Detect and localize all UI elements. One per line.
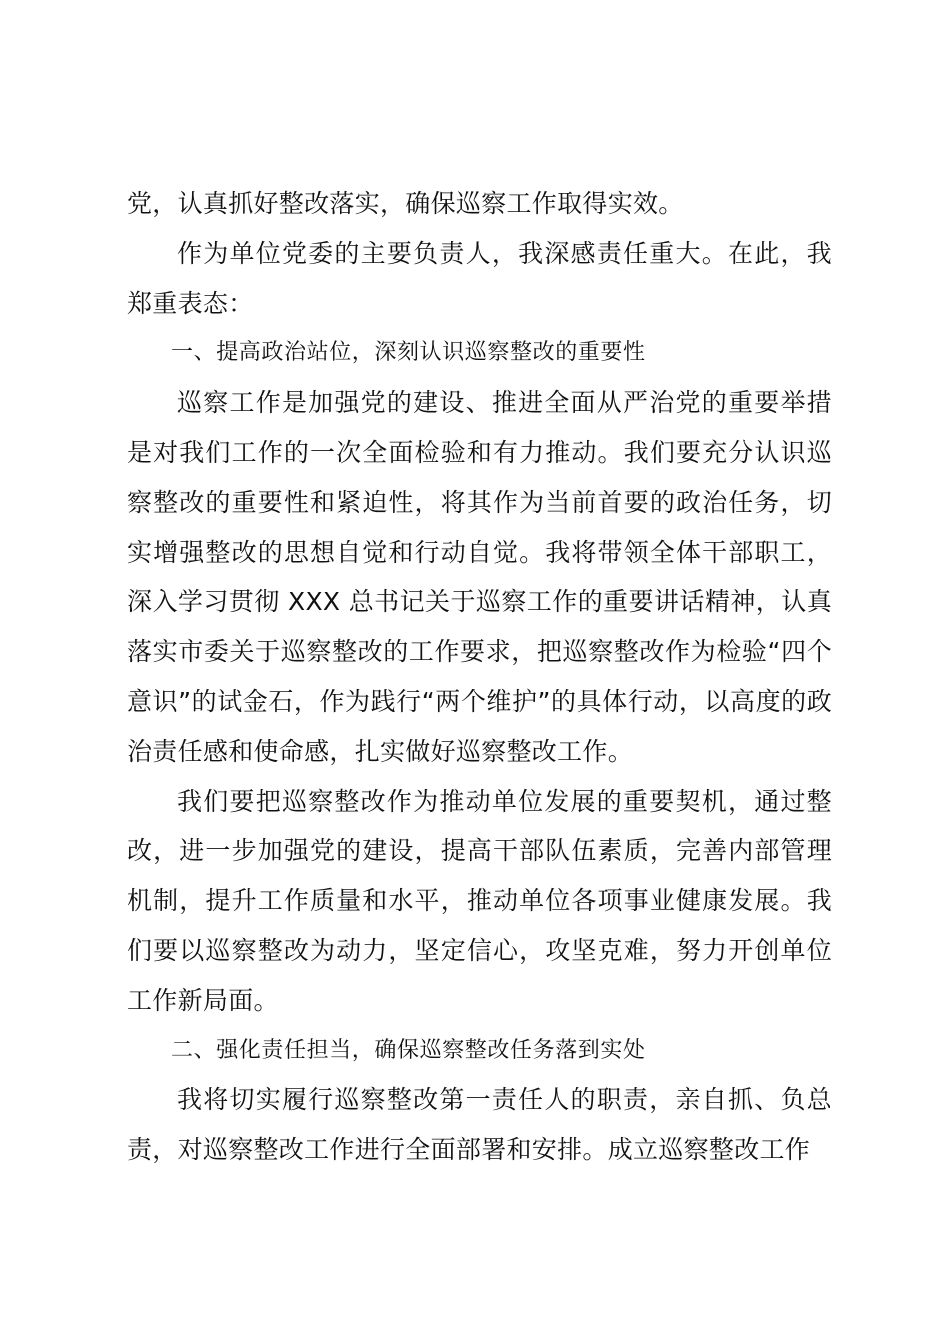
paragraph-body-2: 我们要把巡察整改作为推动单位发展的重要契机，通过整改，进一步加强党的建设，提高干部队伍素质，完善内部管理机制，提升工作质量和水平，推动单位各项事业健康发展。我们要以巡察整改为动力，坚定信心，攻坚克难，努力开创单位工作新局面。 [127,786,832,1015]
paragraph-body-3: 我将切实履行巡察整改第一责任人的职责，亲自抓、负总责，对巡察整改工作进行全面部署和安排。成立巡察整改工作 [127,1085,832,1165]
paragraph-continuation: 党，认真抓好整改落实，确保巡察工作取得实效。 [127,189,684,218]
section-heading-1: 一、提高政治站位，深刻认识巡察整改的重要性 [171,340,646,366]
document-body [127,179,832,1175]
paragraph-body-1: 巡察工作是加强党的建设、推进全面从严治党的重要举措是对我们工作的一次全面检验和有力推动。我们要充分认识巡察整改的重要性和紧迫性，将其作为当前首要的政治任务，切实增强整改的思想自觉和行动自觉。我将带领全体干部职工，深入学习贯彻 XXX 总书记关于巡察工作的重要讲话精神，认真落实市委关于巡察整改的工作要求，把巡察整改作为检验“四个意识”的试金石，作为践行“两个维护”的具体行动，以高度的政治责任感和使命感，扎实做好巡察整改工作。 [127,388,832,766]
paragraph-statement-intro: 作为单位党委的主要负责人，我深感责任重大。在此，我郑重表态： [127,238,832,318]
section-heading-2: 二、强化责任担当，确保巡察整改任务落到实处 [171,1037,646,1063]
